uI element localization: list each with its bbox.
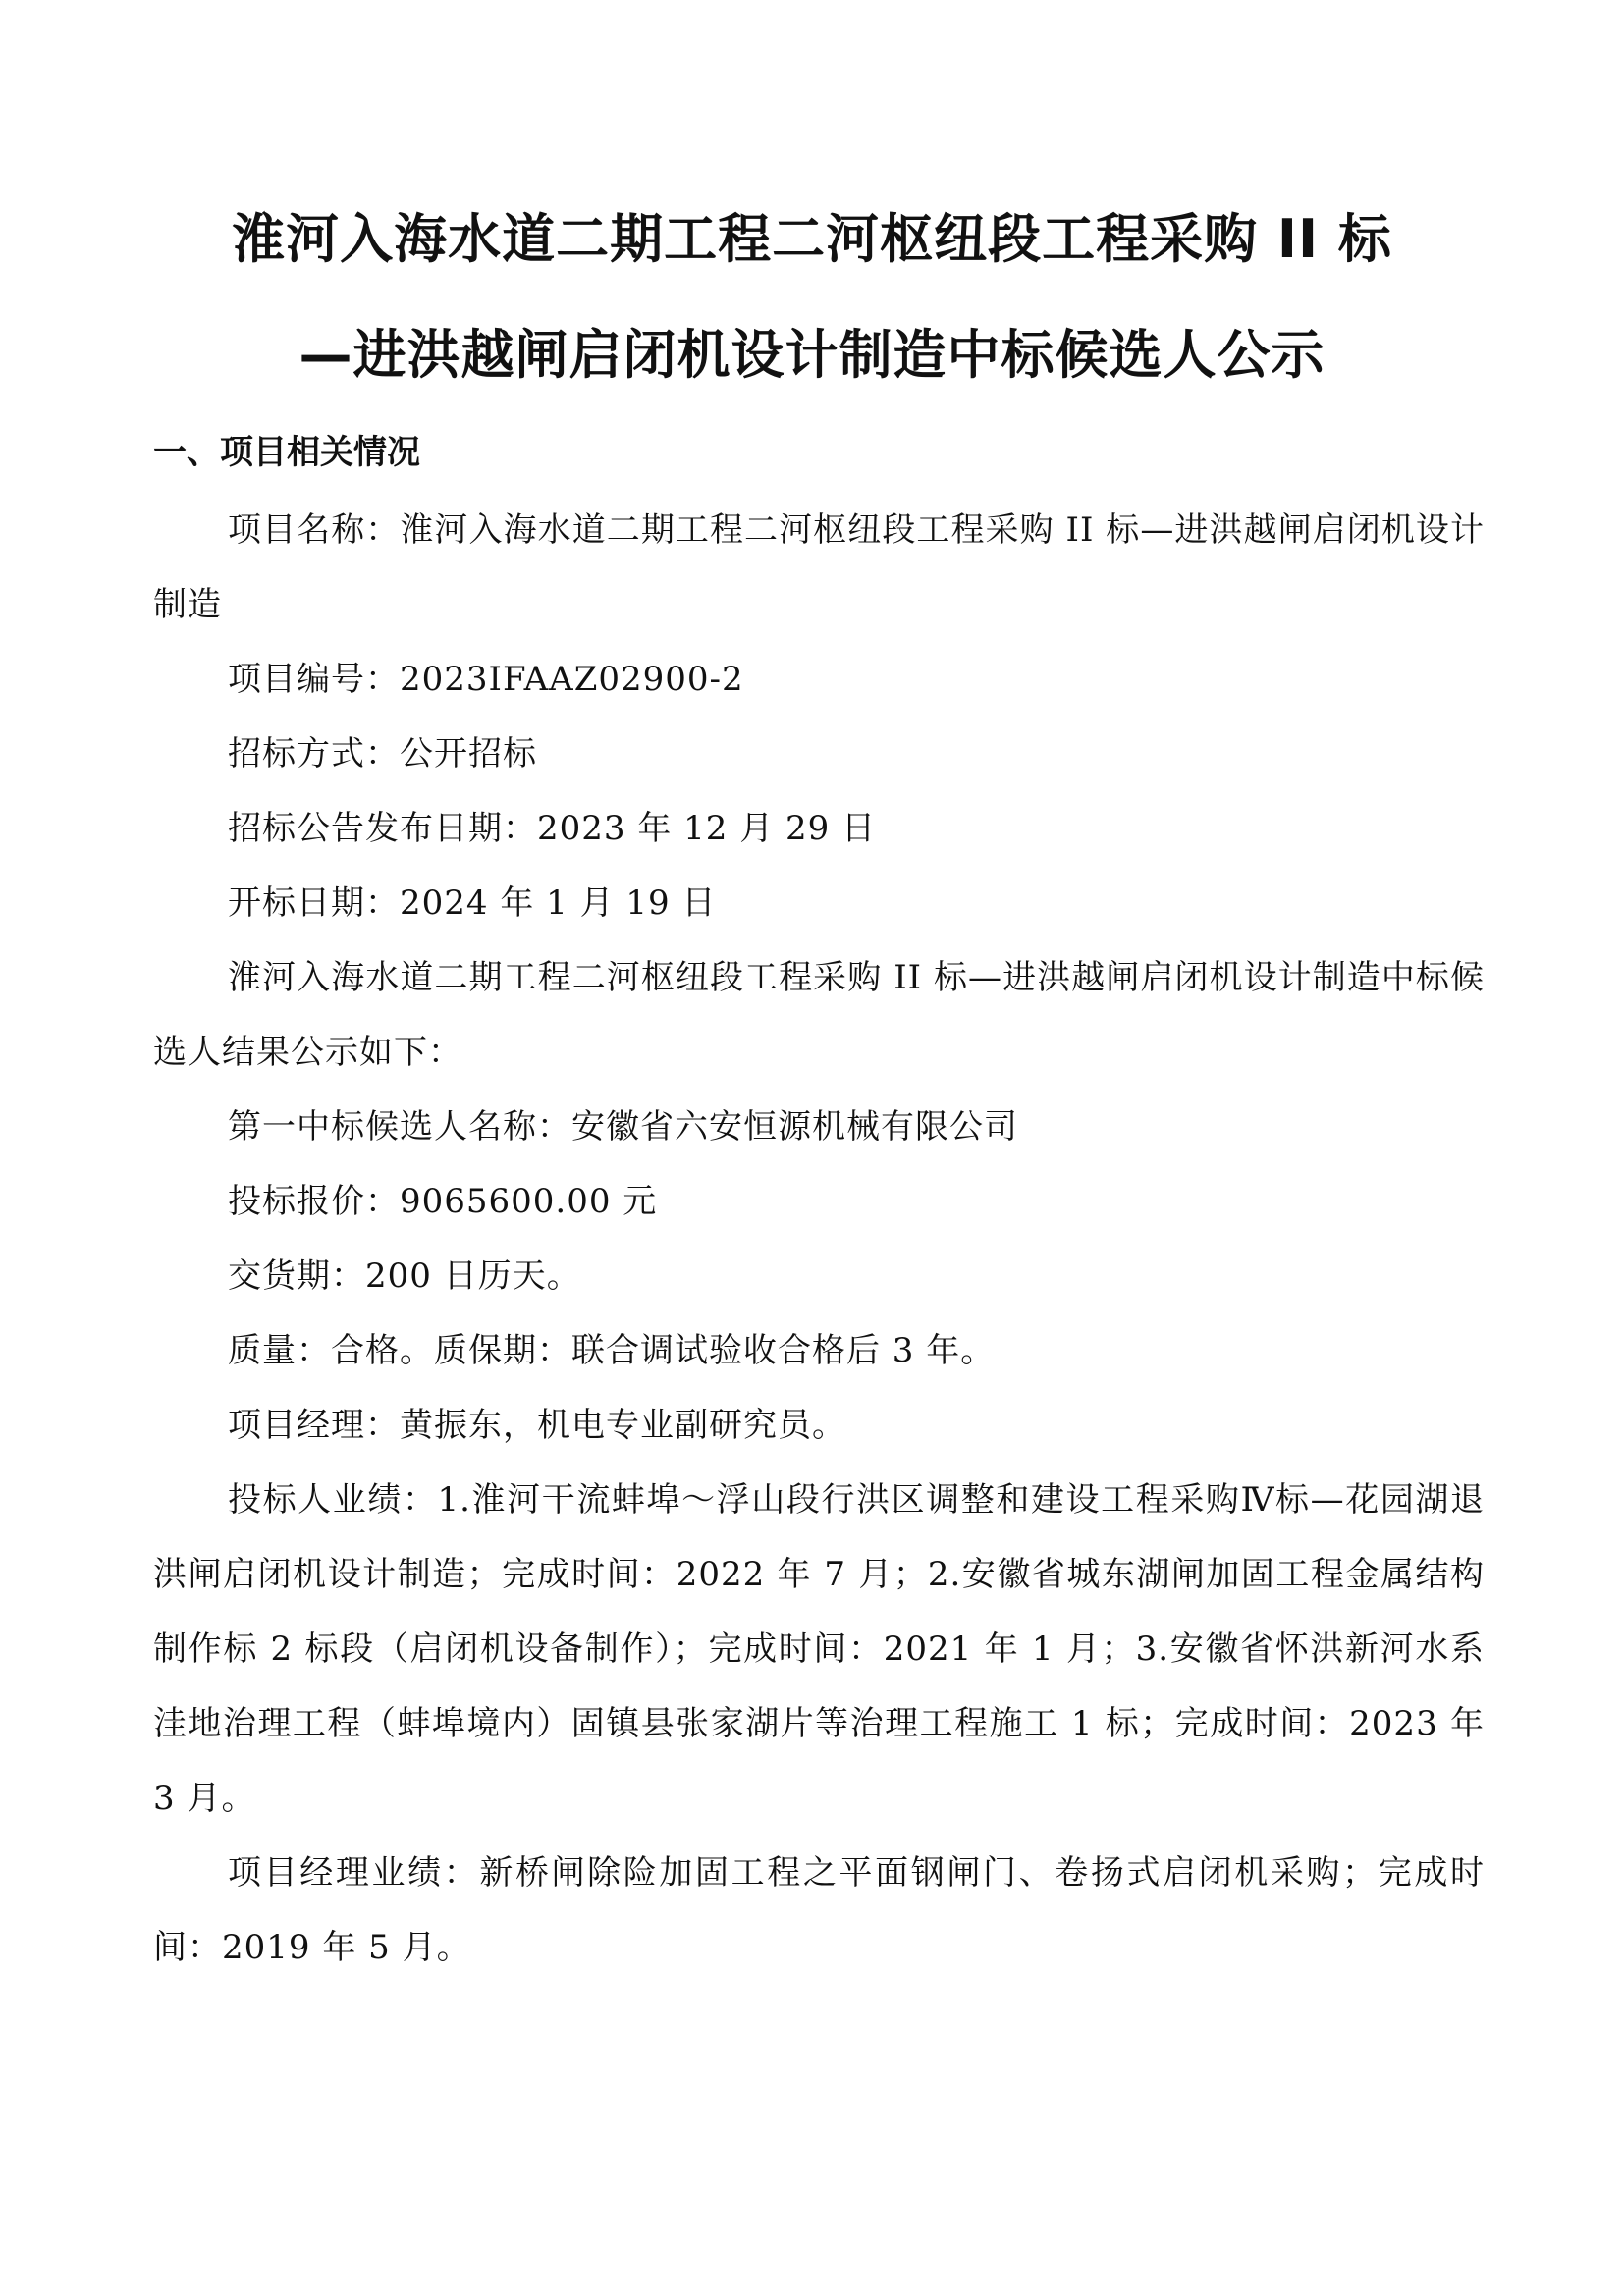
paragraph-bid-opening-date: 开标日期：2024 年 1 月 19 日 xyxy=(228,883,717,923)
paragraph-quality: 质量：合格。质保期：联合调试验收合格后 3 年。 xyxy=(228,1331,996,1370)
paragraph-project-manager: 项目经理：黄振东，机电专业副研究员。 xyxy=(228,1406,846,1445)
paragraph-manager-performance: 项目经理业绩：新桥闸除险加固工程之平面钢闸门、卷扬式启闭机采购；完成时间：2019 年 5 月。 xyxy=(153,1853,1485,1967)
paragraph-delivery-period: 交货期：200 日历天。 xyxy=(228,1256,581,1296)
section-heading-project-info: 一、项目相关情况 xyxy=(153,433,420,472)
document-title-line-1: 淮河入海水道二期工程二河枢纽段工程采购 II 标 xyxy=(232,208,1392,270)
paragraph-result-intro: 淮河入海水道二期工程二河枢纽段工程采购 II 标—进洪越闸启闭机设计制造中标候选人结果公示如下： xyxy=(153,958,1485,1072)
paragraph-first-candidate: 第一中标候选人名称：安徽省六安恒源机械有限公司 xyxy=(228,1107,1018,1147)
paragraph-bidder-performance: 投标人业绩：1.淮河干流蚌埠～浮山段行洪区调整和建设工程采购Ⅳ标—花园湖退洪闸启闭机设计制造；完成时间：2022 年 7 月；2.安徽省城东湖闸加固工程金属结构制作标 2 标段（启闭机设备制作）；完成时间：2021 年 1 月；3.安徽省怀洪新河水系洼地治理工程（蚌埠境内）固镇县张家湖片等治理工程施工 1 标；完成时间：2023 年 3 月。 xyxy=(153,1480,1485,1818)
paragraph-project-name: 项目名称：淮河入海水道二期工程二河枢纽段工程采购 II 标—进洪越闸启闭机设计制造 xyxy=(153,510,1485,624)
document-body xyxy=(153,493,1485,1985)
paragraph-announcement-date: 招标公告发布日期：2023 年 12 月 29 日 xyxy=(228,809,877,848)
paragraph-bidding-method: 招标方式：公开招标 xyxy=(228,734,537,774)
paragraph-project-number: 项目编号：2023IFAAZ02900-2 xyxy=(228,660,744,699)
document-title-line-2: —进洪越闸启闭机设计制造中标候选人公示 xyxy=(298,324,1326,386)
paragraph-bid-price: 投标报价：9065600.00 元 xyxy=(228,1182,658,1221)
